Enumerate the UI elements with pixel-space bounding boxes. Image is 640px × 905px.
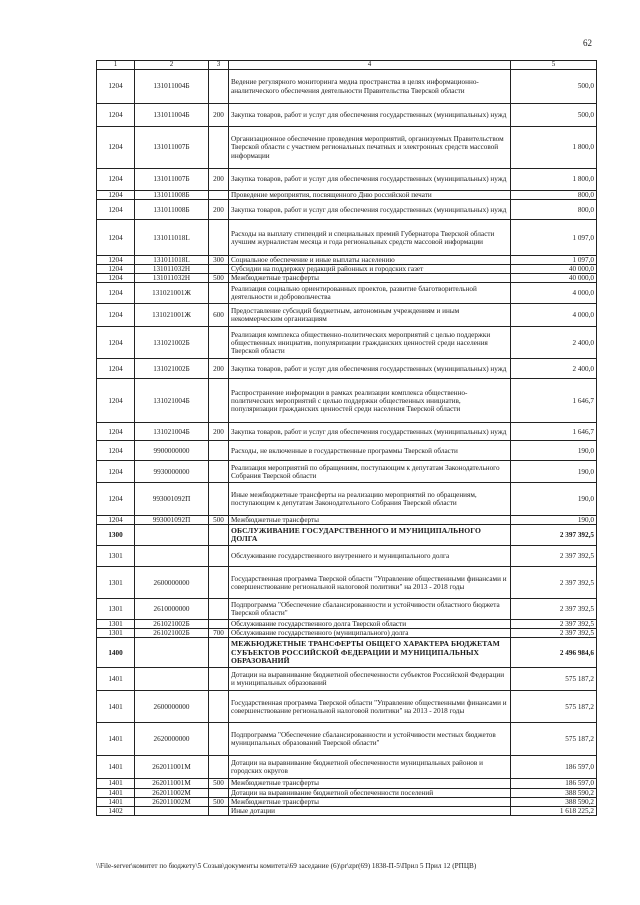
expense-type-cell: [209, 265, 229, 274]
expense-type-cell: [209, 723, 229, 756]
target-article-cell: 262011002М: [135, 797, 209, 806]
target-article-cell: 131011018L: [135, 256, 209, 265]
target-article-cell: 131011032Н: [135, 274, 209, 283]
table-row: [97, 483, 597, 516]
description-cell: Обслуживание государственного внутреннего и муниципального долга: [229, 546, 511, 567]
target-article-cell: 261021002Б: [135, 620, 209, 629]
expense-type-cell: [209, 620, 229, 629]
description-cell: Закупка товаров, работ и услуг для обеспечения государственных (муниципальных) нужд: [229, 200, 511, 220]
expense-type-cell: [209, 638, 229, 668]
expense-type-cell: 700: [209, 629, 229, 638]
description-cell: Ведение регулярного мониторинга медиа пространства в целях информационно-аналитического обеспечения деятельности Правительства Тверской области: [229, 70, 511, 104]
expense-type-cell: 200: [209, 200, 229, 220]
target-article-cell: 9930000000: [135, 461, 209, 483]
target-article-cell: 131011004Б: [135, 104, 209, 127]
target-article-cell: [135, 806, 209, 815]
target-article-cell: [135, 525, 209, 546]
table-row: [97, 691, 597, 723]
description-cell: Государственная программа Тверской области "Управление общественными финансами и совершенствование региональной налоговой политики" на 2013 - 2018 годы: [229, 567, 511, 599]
expense-type-cell: 600: [209, 304, 229, 327]
amount-cell: 1 097,0: [511, 220, 597, 256]
description-cell: Реализация мероприятий по обращениям, поступающим к депутатам Законодательного Собрания Тверской области: [229, 461, 511, 483]
table-row: [97, 220, 597, 256]
description-cell: Предоставление субсидий бюджетным, автономным учреждениям и иным некоммерческим организациям: [229, 304, 511, 327]
amount-cell: 500,0: [511, 104, 597, 127]
table-row: [97, 546, 597, 567]
section-code-cell: 1204: [97, 423, 135, 441]
table-row: [97, 629, 597, 638]
description-cell: Межбюджетные трансферты: [229, 797, 511, 806]
table-row: [97, 788, 597, 797]
expense-type-cell: [209, 70, 229, 104]
column-header: 2: [135, 61, 209, 70]
description-cell: Закупка товаров, работ и услуг для обеспечения государственных (муниципальных) нужд: [229, 169, 511, 191]
description-cell: Дотации на выравнивание бюджетной обеспеченности поселений: [229, 788, 511, 797]
section-code-cell: 1204: [97, 256, 135, 265]
description-cell: Распространение информации в рамках реализации комплекса общественно-политических мероприятий с целью поддержки общественных инициатив, популяризации гражданских ценностей среди населения Тверской области: [229, 379, 511, 423]
target-article-cell: 2600000000: [135, 691, 209, 723]
column-header: 1: [97, 61, 135, 70]
expense-type-cell: 200: [209, 423, 229, 441]
table-row: [97, 461, 597, 483]
amount-cell: 1 646,7: [511, 379, 597, 423]
description-cell: Иные дотации: [229, 806, 511, 815]
table-row: [97, 304, 597, 327]
section-code-cell: 1204: [97, 265, 135, 274]
description-cell: Закупка товаров, работ и услуг для обеспечения государственных (муниципальных) нужд: [229, 359, 511, 379]
description-cell: Расходы, не включенные в государственные программы Тверской области: [229, 441, 511, 461]
description-cell: Подпрограмма "Обеспечение сбалансированности и устойчивости местных бюджетов муниципальных образований Тверской области": [229, 723, 511, 756]
target-article-cell: 131011004Б: [135, 70, 209, 104]
section-code-cell: 1204: [97, 70, 135, 104]
target-article-cell: [135, 546, 209, 567]
expense-type-cell: [209, 283, 229, 304]
table-header-row: [97, 61, 597, 70]
amount-cell: 1 097,0: [511, 256, 597, 265]
amount-cell: 2 397 392,5: [511, 599, 597, 620]
expense-type-cell: [209, 191, 229, 200]
section-code-cell: 1400: [97, 638, 135, 668]
section-code-cell: 1401: [97, 779, 135, 788]
target-article-cell: 9900000000: [135, 441, 209, 461]
section-code-cell: 1204: [97, 191, 135, 200]
table-row: [97, 265, 597, 274]
table-row: [97, 104, 597, 127]
target-article-cell: 262011002М: [135, 788, 209, 797]
expense-type-cell: 500: [209, 779, 229, 788]
target-article-cell: 131011008Б: [135, 200, 209, 220]
section-code-cell: 1301: [97, 620, 135, 629]
section-code-cell: 1401: [97, 691, 135, 723]
expense-type-cell: [209, 567, 229, 599]
table-row: [97, 191, 597, 200]
amount-cell: 800,0: [511, 191, 597, 200]
description-cell: Реализация социально ориентированных проектов, развитие благотворительной деятельности и добровольчества: [229, 283, 511, 304]
table-row: [97, 274, 597, 283]
table-row: [97, 806, 597, 815]
table-row: [97, 525, 597, 546]
section-code-cell: 1204: [97, 104, 135, 127]
target-article-cell: 993001092П: [135, 516, 209, 525]
section-code-cell: 1401: [97, 723, 135, 756]
amount-cell: 575 187,2: [511, 668, 597, 691]
table-row: [97, 516, 597, 525]
expense-type-cell: [209, 441, 229, 461]
section-code-cell: 1301: [97, 599, 135, 620]
target-article-cell: 131021004Б: [135, 423, 209, 441]
target-article-cell: [135, 668, 209, 691]
expense-type-cell: [209, 756, 229, 779]
section-code-cell: 1204: [97, 327, 135, 359]
target-article-cell: 131021002Б: [135, 359, 209, 379]
table-row: [97, 256, 597, 265]
section-code-cell: 1401: [97, 668, 135, 691]
amount-cell: 190,0: [511, 516, 597, 525]
description-cell: Межбюджетные трансферты: [229, 274, 511, 283]
column-header: 5: [511, 61, 597, 70]
amount-cell: 2 400,0: [511, 327, 597, 359]
amount-cell: 4 000,0: [511, 304, 597, 327]
description-cell: Расходы на выплату стипендий и специальных премий Губернатора Тверской области лучшим журналистам месяца и года региональных средств массовой информации: [229, 220, 511, 256]
description-cell: Обслуживание государственного (муниципального) долга: [229, 629, 511, 638]
section-code-cell: 1301: [97, 546, 135, 567]
table-row: [97, 379, 597, 423]
description-cell: Организационное обеспечение проведения мероприятий, организуемых Правительством Тверской области с участием региональных печатных и электронных средств массовой информации: [229, 127, 511, 169]
section-code-cell: 1204: [97, 283, 135, 304]
file-path-footer: \\File-server\комитет по бюджету\5 Созыв\документы комитета\69 заседание (6)\pr\zpr(69) 1838-П-5\Прил 5 Прил 12 (РПЦВ): [96, 862, 477, 870]
amount-cell: 40 000,0: [511, 274, 597, 283]
target-article-cell: 131021004Б: [135, 379, 209, 423]
section-code-cell: 1204: [97, 359, 135, 379]
table-row: [97, 423, 597, 441]
table-row: [97, 638, 597, 668]
section-code-cell: 1401: [97, 756, 135, 779]
section-code-cell: 1204: [97, 483, 135, 516]
amount-cell: 190,0: [511, 441, 597, 461]
expense-type-cell: [209, 599, 229, 620]
amount-cell: 190,0: [511, 483, 597, 516]
table-row: [97, 70, 597, 104]
description-cell: Иные межбюджетные трансферты на реализацию мероприятий по обращениям, поступающим к депутатам Законодательного Собрания Тверской области: [229, 483, 511, 516]
expense-type-cell: 300: [209, 256, 229, 265]
section-code-cell: 1401: [97, 788, 135, 797]
description-cell: Дотации на выравнивание бюджетной обеспеченности субъектов Российской Федерации и муниципальных образований: [229, 668, 511, 691]
column-header: 3: [209, 61, 229, 70]
target-article-cell: 993001092П: [135, 483, 209, 516]
amount-cell: 500,0: [511, 70, 597, 104]
description-cell: Межбюджетные трансферты: [229, 516, 511, 525]
description-cell: Межбюджетные трансферты: [229, 779, 511, 788]
section-code-cell: 1204: [97, 200, 135, 220]
amount-cell: 186 597,0: [511, 756, 597, 779]
amount-cell: 2 496 984,6: [511, 638, 597, 668]
section-code-cell: 1204: [97, 127, 135, 169]
amount-cell: 1 618 225,2: [511, 806, 597, 815]
amount-cell: 1 800,0: [511, 169, 597, 191]
amount-cell: 190,0: [511, 461, 597, 483]
expense-type-cell: [209, 691, 229, 723]
expense-type-cell: 200: [209, 359, 229, 379]
section-code-cell: 1204: [97, 304, 135, 327]
amount-cell: 388 590,2: [511, 788, 597, 797]
expense-type-cell: [209, 483, 229, 516]
page-number: 62: [583, 38, 592, 48]
section-code-cell: 1204: [97, 274, 135, 283]
target-article-cell: 131021001Ж: [135, 283, 209, 304]
expense-type-cell: [209, 220, 229, 256]
description-cell: ОБСЛУЖИВАНИЕ ГОСУДАРСТВЕННОГО И МУНИЦИПАЛЬНОГО ДОЛГА: [229, 525, 511, 546]
budget-table: [96, 60, 597, 816]
amount-cell: 575 187,2: [511, 723, 597, 756]
target-article-cell: 131011007Б: [135, 127, 209, 169]
expense-type-cell: 500: [209, 797, 229, 806]
table-row: [97, 668, 597, 691]
description-cell: Государственная программа Тверской области "Управление общественными финансами и совершенствование региональной налоговой политики" на 2013 - 2018 годы: [229, 691, 511, 723]
section-code-cell: 1204: [97, 461, 135, 483]
amount-cell: 4 000,0: [511, 283, 597, 304]
expense-type-cell: [209, 546, 229, 567]
description-cell: Социальное обеспечение и иные выплаты населению: [229, 256, 511, 265]
section-code-cell: 1204: [97, 516, 135, 525]
amount-cell: 2 397 392,5: [511, 525, 597, 546]
expense-type-cell: 200: [209, 169, 229, 191]
table-row: [97, 127, 597, 169]
target-article-cell: 2600000000: [135, 567, 209, 599]
amount-cell: 575 187,2: [511, 691, 597, 723]
section-code-cell: 1204: [97, 169, 135, 191]
amount-cell: 2 397 392,5: [511, 567, 597, 599]
amount-cell: 40 000,0: [511, 265, 597, 274]
table-row: [97, 723, 597, 756]
target-article-cell: 2620000000: [135, 723, 209, 756]
target-article-cell: 131011007Б: [135, 169, 209, 191]
amount-cell: 2 397 392,5: [511, 620, 597, 629]
amount-cell: 2 400,0: [511, 359, 597, 379]
table-row: [97, 283, 597, 304]
description-cell: Реализация комплекса общественно-политических мероприятий с целью поддержки общественных инициатив, популяризации гражданских ценностей среди населения Тверской области: [229, 327, 511, 359]
target-article-cell: 131021002Б: [135, 327, 209, 359]
target-article-cell: 261021002Б: [135, 629, 209, 638]
expense-type-cell: 200: [209, 104, 229, 127]
table-row: [97, 756, 597, 779]
section-code-cell: 1301: [97, 629, 135, 638]
target-article-cell: 262011001М: [135, 756, 209, 779]
amount-cell: 2 397 392,5: [511, 629, 597, 638]
target-article-cell: 131011008Б: [135, 191, 209, 200]
expense-type-cell: [209, 668, 229, 691]
target-article-cell: 262011001М: [135, 779, 209, 788]
amount-cell: 800,0: [511, 200, 597, 220]
description-cell: Субсидии на поддержку редакций районных и городских газет: [229, 265, 511, 274]
amount-cell: 2 397 392,5: [511, 546, 597, 567]
amount-cell: 1 800,0: [511, 127, 597, 169]
amount-cell: 1 646,7: [511, 423, 597, 441]
description-cell: Проведение мероприятия, посвященного Дню российской печати: [229, 191, 511, 200]
expense-type-cell: [209, 788, 229, 797]
expense-type-cell: [209, 806, 229, 815]
section-code-cell: 1204: [97, 379, 135, 423]
expense-type-cell: [209, 379, 229, 423]
description-cell: Закупка товаров, работ и услуг для обеспечения государственных (муниципальных) нужд: [229, 104, 511, 127]
expense-type-cell: [209, 525, 229, 546]
section-code-cell: 1401: [97, 797, 135, 806]
target-article-cell: 131021001Ж: [135, 304, 209, 327]
expense-type-cell: 500: [209, 274, 229, 283]
expense-type-cell: [209, 461, 229, 483]
section-code-cell: 1402: [97, 806, 135, 815]
section-code-cell: 1301: [97, 567, 135, 599]
table-row: [97, 169, 597, 191]
expense-type-cell: 500: [209, 516, 229, 525]
expense-type-cell: [209, 327, 229, 359]
section-code-cell: 1204: [97, 441, 135, 461]
description-cell: Подпрограмма "Обеспечение сбалансированности и устойчивости областного бюджета Тверской области": [229, 599, 511, 620]
description-cell: МЕЖБЮДЖЕТНЫЕ ТРАНСФЕРТЫ ОБЩЕГО ХАРАКТЕРА БЮДЖЕТАМ СУБЪЕКТОВ РОССИЙСКОЙ ФЕДЕРАЦИИ И МУНИЦИПАЛЬНЫХ ОБРАЗОВАНИЙ: [229, 638, 511, 668]
amount-cell: 186 597,0: [511, 779, 597, 788]
table-row: [97, 567, 597, 599]
table-row: [97, 359, 597, 379]
target-article-cell: 131011018L: [135, 220, 209, 256]
column-header: 4: [229, 61, 511, 70]
table-row: [97, 620, 597, 629]
description-cell: Закупка товаров, работ и услуг для обеспечения государственных (муниципальных) нужд: [229, 423, 511, 441]
target-article-cell: [135, 638, 209, 668]
expense-type-cell: [209, 127, 229, 169]
target-article-cell: 131011032Н: [135, 265, 209, 274]
table-body: [97, 70, 597, 816]
amount-cell: 388 590,2: [511, 797, 597, 806]
table-row: [97, 779, 597, 788]
table-row: [97, 797, 597, 806]
description-cell: Дотации на выравнивание бюджетной обеспеченности муниципальных районов и городских округов: [229, 756, 511, 779]
description-cell: Обслуживание государственного долга Тверской области: [229, 620, 511, 629]
table-row: [97, 200, 597, 220]
section-code-cell: 1300: [97, 525, 135, 546]
target-article-cell: 2610000000: [135, 599, 209, 620]
table-row: [97, 441, 597, 461]
section-code-cell: 1204: [97, 220, 135, 256]
table-row: [97, 599, 597, 620]
table-row: [97, 327, 597, 359]
